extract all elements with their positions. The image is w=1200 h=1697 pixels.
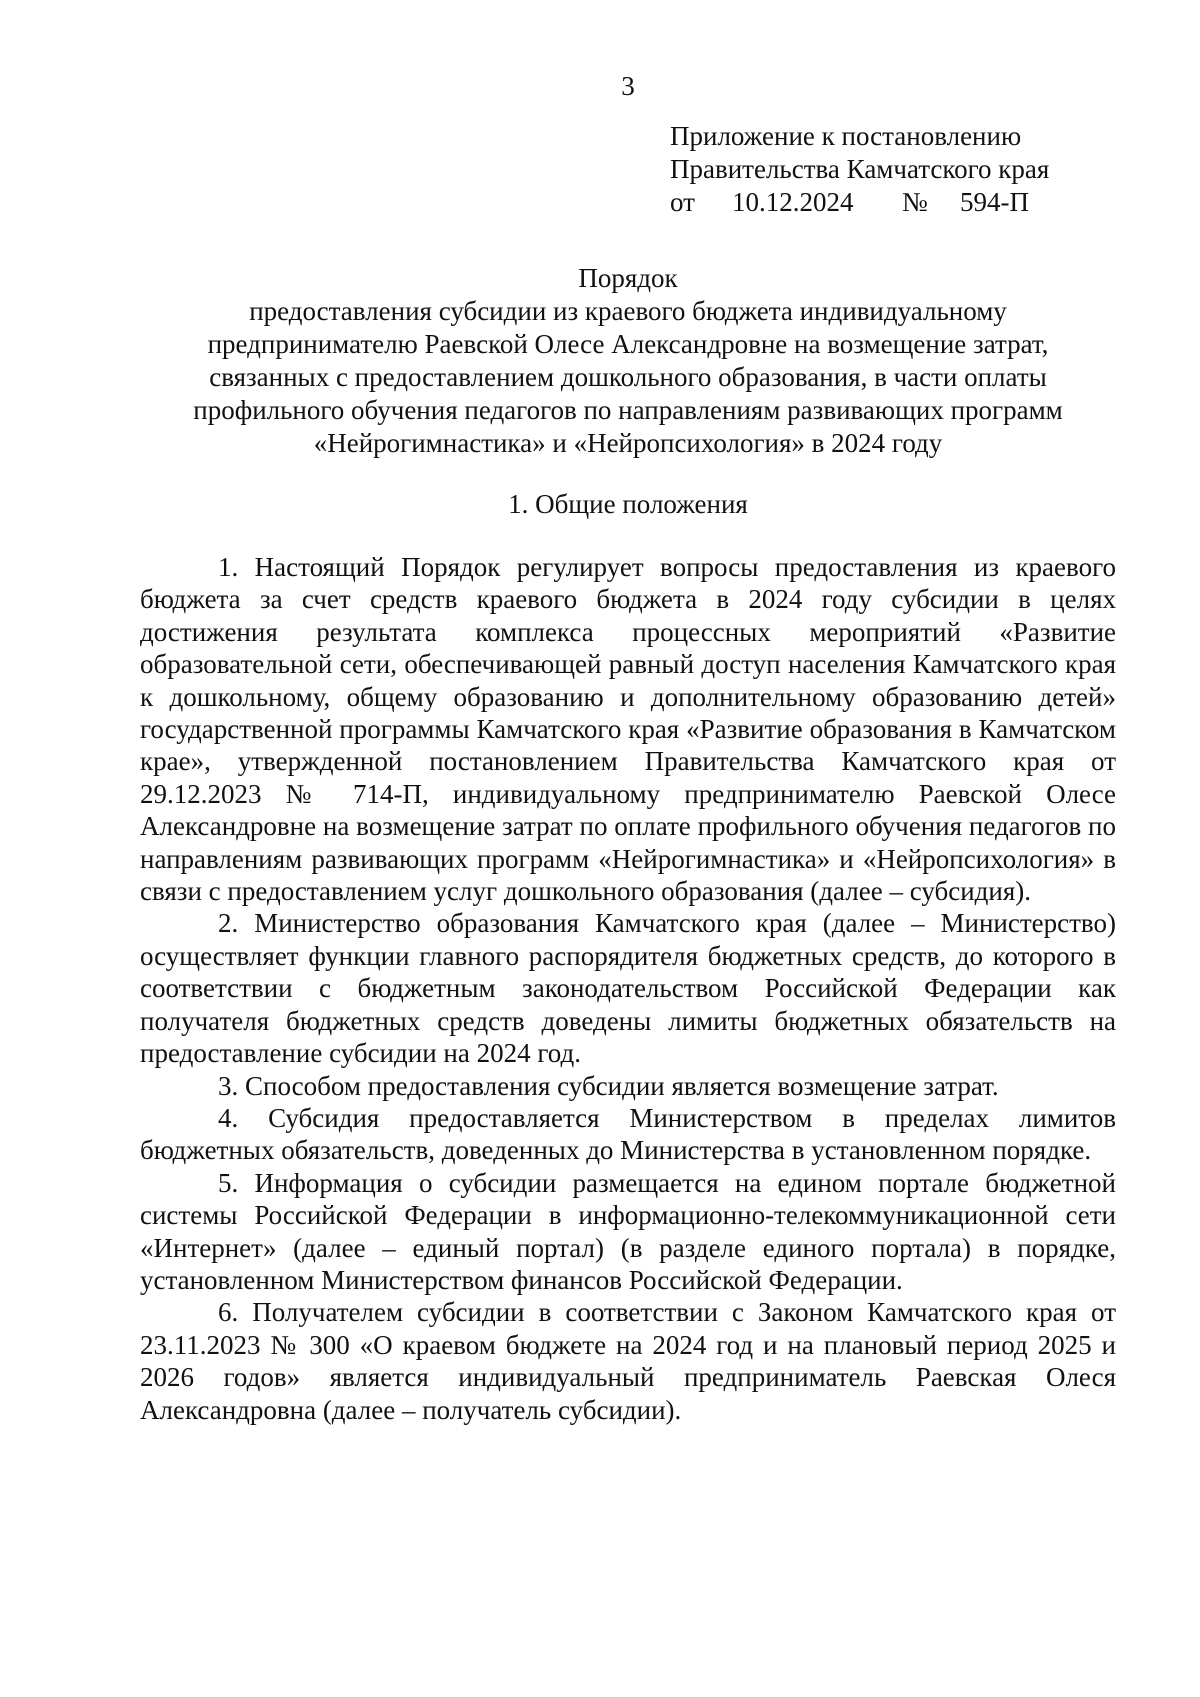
- ot-label: от: [670, 187, 695, 217]
- page-number: 3: [621, 71, 635, 101]
- paragraph-6: 6. Получателем субсидии в соответствии с Законом Камчатского края от 23.11.2023 № 300 «О краевом бюджете на 2024 год и на плановый период 2025 и 2026 годов» является индивидуальный предприниматель Раевская Олеся Александровна (далее – получатель субсидии).: [140, 1297, 1116, 1425]
- appendix-date-line: [670, 186, 1049, 219]
- appendix-line-2: Правительства Камчатского края: [670, 154, 1050, 184]
- paragraph-2: 2. Министерство образования Камчатского края (далее – Министерство) осуществляет функции главного распорядителя бюджетных средств, до которого в соответствии с бюджетным законодательством Российской Федерации как получателя бюджетных средств доведены лимиты бюджетных обязательств на предоставление субсидии на 2024 год.: [140, 908, 1116, 1069]
- paragraph-3: 3. Способом предоставления субсидии является возмещение затрат.: [218, 1070, 999, 1101]
- title-line-1: Порядок: [578, 263, 678, 293]
- resolution-date: 10.12.2024: [732, 187, 854, 217]
- title-line-3: предпринимателю Раевской Олесе Александровне на возмещение затрат,: [207, 329, 1049, 359]
- section-heading: 1. Общие положения: [508, 489, 748, 519]
- resolution-number: 594-П: [960, 187, 1029, 217]
- title-line-2: предоставления субсидии из краевого бюджета индивидуальному: [249, 296, 1007, 326]
- paragraph-4: 4. Субсидия предоставляется Министерством в пределах лимитов бюджетных обязательств, доведенных до Министерства в установленном порядке.: [140, 1102, 1116, 1166]
- appendix-reference: [670, 120, 1049, 219]
- paragraph-5: 5. Информация о субсидии размещается на едином портале бюджетной системы Российской Федерации в информационно-телекоммуникационной сети «Интернет» (далее – единый портал) (в разделе единого портала) в порядке, установленном Министерством финансов Российской Федерации.: [140, 1167, 1116, 1295]
- number-sign: №: [902, 187, 928, 217]
- title-line-5: профильного обучения педагогов по направлениям развивающих программ: [193, 395, 1063, 425]
- paragraph-1: 1. Настоящий Порядок регулирует вопросы предоставления из краевого бюджета за счет средств краевого бюджета в 2024 году субсидии в целях достижения результата комплекса процессных мероприятий «Развитие образовательной сети, обеспечивающей равный доступ населения Камчатского края к дошкольному, общему образованию и дополнительному образованию детей» государственной программы Камчатского края «Развитие образования в Камчатском крае», утвержденной постановлением Правительства Камчатского края от 29.12.2023 № 714-П, индивидуальному предпринимателю Раевской Олесе Александровне на возмещение затрат по оплате профильного обучения педагогов по направлениям развивающих программ «Нейрогимнастика» и «Нейропсихология» в связи с предоставлением услуг дошкольного образования (далее – субсидия).: [140, 552, 1116, 907]
- document-title: [140, 262, 1116, 460]
- title-line-6: «Нейрогимнастика» и «Нейропсихология» в 2024 году: [313, 428, 943, 458]
- title-line-4: связанных с предоставлением дошкольного образования, в части оплаты: [209, 362, 1047, 392]
- body-text: [140, 551, 1116, 1426]
- appendix-line-1: Приложение к постановлению: [670, 121, 1022, 151]
